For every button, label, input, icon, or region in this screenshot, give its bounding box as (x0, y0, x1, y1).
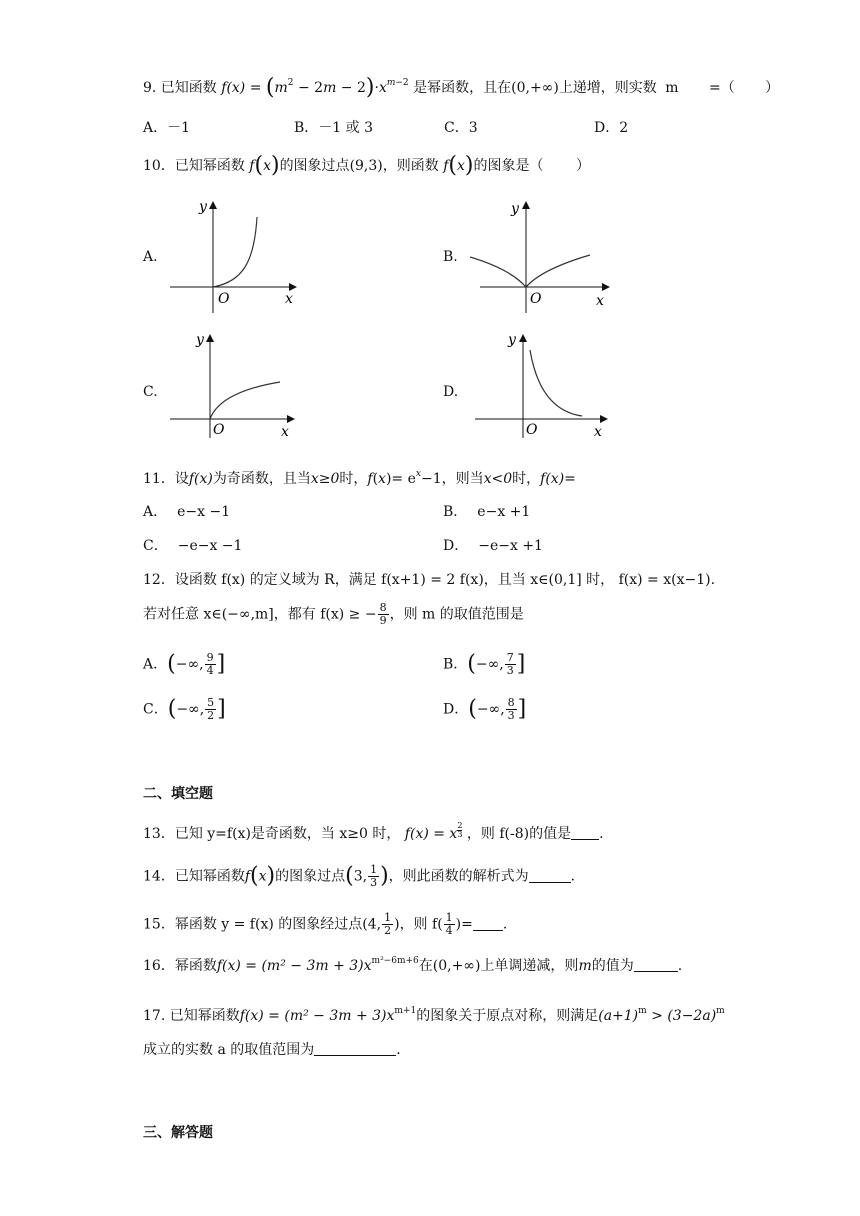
q15-answer-blank[interactable] (473, 916, 503, 931)
question-14: 14．已知幂函数f(x)的图象过点(3, $\frac{1}{3}$ )，则此函数的解析式为 . (143, 863, 576, 889)
q11-option-a[interactable] (143, 502, 230, 522)
q9-option-a[interactable]: A．－1 (143, 120, 191, 136)
q12-d-num: 8 (507, 696, 515, 709)
q10-graph-d[interactable] (470, 330, 620, 440)
q16-func: f(x) = (m² − 3m + 3)x (216, 958, 372, 974)
q12-c-label: C． (143, 701, 168, 718)
q12-line2-b: ，则 m 的取值范围是 (389, 606, 524, 623)
question-17-line2 (143, 1040, 401, 1060)
q13-end: . (599, 826, 604, 842)
q17-text-a: 17. 已知幂函数 (143, 1008, 240, 1024)
q14-mid: 的图象过点 (275, 868, 346, 885)
q16-text-d: 的值为 (591, 958, 634, 974)
q12-b-prefix: −∞, (475, 656, 504, 673)
q17-text-b: 的图象关于原点对称，则满足 (416, 1008, 599, 1024)
q11-option-c[interactable] (143, 536, 242, 556)
q9-interval: (0,+∞) (511, 80, 559, 96)
x-label: x (285, 291, 293, 307)
q11-option-d[interactable] (443, 536, 543, 556)
q12-c-den: 2 (207, 709, 215, 722)
q11-a-text: e−x −1 (177, 504, 231, 520)
q12-option-b[interactable]: B．(−∞, $\frac{7}{3}$ ] (443, 651, 526, 677)
q15-den2: 4 (445, 924, 453, 937)
x-label: x (281, 424, 289, 440)
q10-mid2: ，则函数 (382, 158, 439, 174)
q11-text-f: 时， (512, 471, 541, 487)
question-15 (143, 912, 507, 937)
q17-func: f(x) = (m² − 3m + 3)x (239, 1008, 395, 1024)
curve (210, 382, 280, 419)
q11-d-text: −e−x +1 (478, 538, 543, 554)
q14-text-a: 14．已知幂函数 (143, 868, 245, 885)
q14-answer-blank[interactable] (529, 868, 571, 883)
q16-end: . (677, 958, 683, 974)
curve-left (470, 257, 526, 287)
q9-m-equals: m =（ ） (665, 80, 780, 96)
q11-text-d: = e (391, 471, 416, 487)
q10-point: (9,3) (349, 158, 383, 174)
q12-c-prefix: −∞, (176, 701, 205, 718)
q11-b-label: B． (443, 504, 468, 520)
q14-text-b: ，则此函数的解析式为 (388, 868, 529, 885)
q12-frac-num: 8 (379, 601, 387, 614)
origin-label: O (530, 291, 542, 307)
q9-option-c[interactable]: C．3 (444, 120, 478, 136)
q17-exp-b: m (716, 1006, 725, 1016)
q15-text-b: ，则 f( (399, 916, 443, 933)
q12-d-den: 3 (507, 709, 515, 722)
q11-text-c: 时， (339, 471, 368, 487)
q10-label-a[interactable]: A. (143, 249, 158, 265)
q11-fx: f(x) (188, 471, 213, 487)
q12-option-d[interactable]: D．(−∞, $\frac{8}{3}$ ] (443, 696, 527, 722)
q12-a-prefix: −∞, (175, 656, 204, 673)
section-fill-in-title: 二、填空题 (143, 786, 213, 802)
q12-frac-den: 9 (379, 614, 387, 627)
q14-point-a: 3, (353, 868, 368, 885)
q9-end: 上递增，则实数 (558, 80, 657, 96)
q10-end: 的图象是（ ） (473, 158, 590, 174)
q15-point-a: (4, (362, 916, 382, 933)
q11-text-a: 11．设 (143, 471, 189, 487)
curve (530, 350, 582, 416)
q10-label-b[interactable]: B. (443, 249, 458, 265)
y-label: y (196, 332, 204, 348)
q10-graph-c[interactable] (165, 330, 305, 440)
q11-option-b[interactable] (443, 502, 530, 522)
q15-num2: 1 (445, 911, 453, 924)
q17-ineq-b: > (3−2a) (646, 1008, 717, 1024)
question-11: 11．设f(x)为奇函数，且当x≥0时，$f(x)= e^x-1$，则当x<0时，f(x)= (143, 469, 576, 487)
q17-exp: m+1 (394, 1006, 417, 1016)
q15-text-a: 15．幂函数 y = f(x) 的图象经过点 (143, 916, 363, 933)
q13-text-a: 13．已知 y=f(x)是奇函数，当 x≥0 时， (143, 826, 401, 842)
q12-b-label: B． (443, 656, 468, 673)
origin-label: O (526, 422, 538, 438)
q10-label-d[interactable]: D. (443, 384, 459, 400)
y-label: y (511, 201, 519, 217)
q11-cond1: x≥0 (310, 471, 340, 487)
q12-option-c[interactable]: C．(−∞, $\frac{5}{2}$ ] (143, 696, 226, 722)
q15-end: . (502, 916, 508, 933)
q16-answer-blank[interactable] (634, 957, 678, 972)
q15-den: 2 (384, 924, 392, 937)
q16-exp: m²−6m+6 (371, 956, 419, 966)
section-answer-title: 三、解答题 (143, 1125, 213, 1141)
q14-end: . (570, 868, 576, 885)
question-10: 10．已知幂函数 f(x)的图象过点(9,3)，则函数 f(x)的图象是（ ） (143, 153, 590, 178)
q9-option-d[interactable]: D．2 (594, 120, 629, 136)
q12-a-num: 9 (206, 651, 214, 664)
question-16: 16．幂函数$f(x) = (m^2 - 3m + 3)x^{m^2-6m+6}$在(0,+∞)上单调递减，则m的值为 . (143, 956, 683, 974)
q10-prefix: 10．已知幂函数 (143, 158, 245, 174)
q13-text-b: ，则 f(-8)的值是 (466, 826, 572, 842)
origin-label: O (218, 291, 230, 307)
q15-text-c: )= (455, 916, 473, 933)
q12-c-num: 5 (207, 696, 215, 709)
q12-a-den: 4 (206, 664, 214, 677)
q12-b-den: 3 (506, 664, 514, 677)
q14-den: 3 (370, 876, 378, 889)
q17-line2: 成立的实数 a 的取值范围为 (143, 1042, 315, 1058)
q10-mid: 的图象过点 (279, 158, 350, 174)
question-12-line1: 12．设函数 f(x) 的定义域为 R，满足 f(x+1) = 2 f(x)，且当 x∈(0,1] 时， f(x) = x(x−1). (143, 572, 716, 588)
q12-line2-a: 若对任意 x∈(−∞,m]，都有 f(x) ≥ − (143, 606, 377, 623)
q9-prefix: 9. 已知函数 (143, 80, 217, 96)
q17-exp-a: m (638, 1006, 647, 1016)
q15-point-b: ) (394, 916, 400, 933)
q12-fraction (378, 602, 389, 627)
question-17-line1 (143, 1006, 725, 1026)
q11-text-e: −1，则当 (420, 471, 484, 487)
question-13 (143, 822, 604, 844)
q12-a-label: A． (143, 656, 168, 673)
q9-option-b[interactable]: B．－1 或 3 (294, 120, 374, 136)
q11-c-label: C． (143, 538, 168, 554)
question-12-line2 (143, 602, 524, 627)
q13-func: f(x) = x (404, 826, 458, 842)
q11-c-text: −e−x −1 (177, 538, 243, 554)
q10-graph-b[interactable] (470, 195, 620, 315)
origin-label: O (213, 422, 225, 438)
q12-b-num: 7 (506, 651, 514, 664)
x-label: x (594, 424, 602, 440)
q16-text-a: 16．幂函数 (143, 958, 217, 974)
q10-label-c[interactable]: C. (143, 384, 158, 400)
q16-text-b: 在 (418, 958, 433, 974)
curve-right (526, 255, 590, 287)
q12-option-a[interactable]: A．(−∞, $\frac{9}{4}$ ] (143, 651, 226, 677)
q12-d-prefix: −∞, (476, 701, 505, 718)
question-9: 9. 已知函数 $f(x) = (m^2 - 2m - 2)\cdot x^{m-2}$ 是幂函数，且在(0,+∞)上递增，则实数 m =（ ） (143, 75, 780, 100)
q14-num: 1 (370, 863, 378, 876)
q17-ineq-a: (a+1) (598, 1008, 639, 1024)
q13-exp-den: 3 (457, 830, 463, 839)
curve (213, 217, 257, 287)
q11-text-g: f(x)= (540, 471, 576, 487)
q12-d-label: D． (443, 701, 469, 718)
q11-a-label: A． (143, 504, 168, 520)
y-label: y (508, 332, 516, 348)
q11-b-text: e−x +1 (477, 504, 531, 520)
y-label: y (199, 199, 207, 215)
q11-text-b: 为奇函数，且当 (212, 471, 311, 487)
q13-exp-num: 2 (457, 821, 463, 830)
q13-answer-blank[interactable] (571, 825, 599, 840)
q17-answer-blank[interactable] (314, 1041, 396, 1056)
q15-num: 1 (384, 911, 392, 924)
q9-mid: 是幂函数，且在 (413, 80, 512, 96)
q16-text-c: 上单调递减，则 (480, 958, 579, 974)
q9-function: f(x) = (221, 80, 266, 96)
x-label: x (596, 293, 604, 309)
q11-cond2: x<0 (483, 471, 513, 487)
q17-end: . (396, 1042, 401, 1058)
q11-d-label: D． (443, 538, 469, 554)
q16-interval: (0,+∞) (432, 958, 481, 974)
q10-graph-a[interactable] (165, 195, 305, 315)
